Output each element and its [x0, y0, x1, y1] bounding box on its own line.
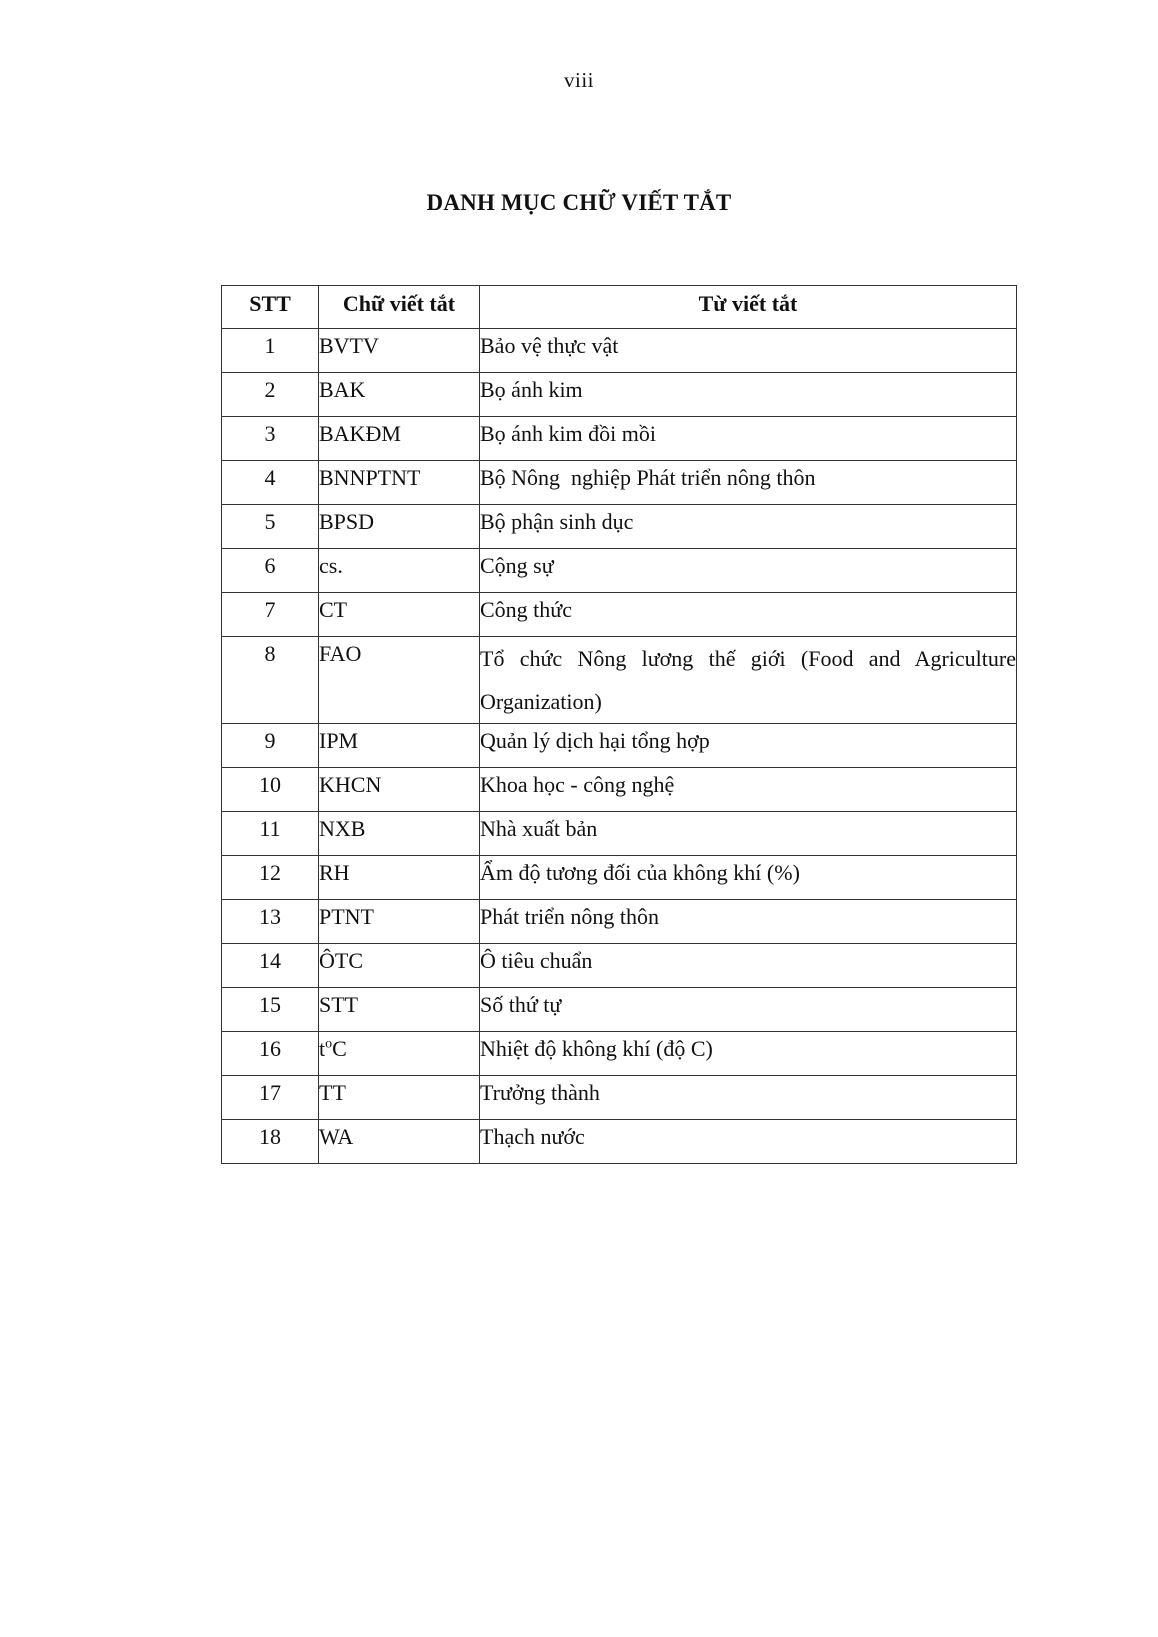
page-title: DANH MỤC CHỮ VIẾT TẮT — [426, 190, 732, 215]
table-row — [222, 812, 1017, 856]
row-full-term: Ẩm độ tương đối của không khí (%) — [480, 856, 1017, 900]
row-abbreviation: IPM — [319, 724, 480, 768]
row-abbreviation: CT — [319, 593, 480, 637]
row-abbreviation: TT — [319, 1076, 480, 1120]
row-number: 1 — [222, 329, 319, 373]
row-number: 11 — [222, 812, 319, 856]
header-stt: STT — [222, 286, 319, 329]
row-full-term: Ô tiêu chuẩn — [480, 944, 1017, 988]
row-full-term: Bọ ánh kim đồi mồi — [480, 417, 1017, 461]
row-number: 9 — [222, 724, 319, 768]
row-abbreviation — [319, 1032, 480, 1076]
table-row — [222, 900, 1017, 944]
table-row — [222, 768, 1017, 812]
table-row — [222, 1076, 1017, 1120]
abbr-tail: C — [332, 1036, 347, 1061]
row-abbreviation: PTNT — [319, 900, 480, 944]
row-abbreviation: BNNPTNT — [319, 461, 480, 505]
table-row — [222, 724, 1017, 768]
row-full-term: Thạch nước — [480, 1120, 1017, 1164]
row-number: 17 — [222, 1076, 319, 1120]
table-header-row — [222, 286, 1017, 329]
table-row — [222, 1120, 1017, 1164]
row-abbreviation: KHCN — [319, 768, 480, 812]
row-number: 14 — [222, 944, 319, 988]
row-abbreviation: NXB — [319, 812, 480, 856]
row-full-term: Tổ chức Nông lương thế giới (Food and Agriculture Organization) — [480, 637, 1017, 724]
row-full-term: Số thứ tự — [480, 988, 1017, 1032]
row-number: 5 — [222, 505, 319, 549]
row-full-term: Nhiệt độ không khí (độ C) — [480, 1032, 1017, 1076]
table-row — [222, 944, 1017, 988]
table-row — [222, 593, 1017, 637]
row-number: 16 — [222, 1032, 319, 1076]
row-full-term: Nhà xuất bản — [480, 812, 1017, 856]
table-row — [222, 505, 1017, 549]
row-full-term: Phát triển nông thôn — [480, 900, 1017, 944]
abbr-base: t — [319, 1036, 326, 1061]
row-abbreviation: WA — [319, 1120, 480, 1164]
row-abbreviation: cs. — [319, 549, 480, 593]
row-abbreviation: STT — [319, 988, 480, 1032]
row-full-term: Trưởng thành — [480, 1076, 1017, 1120]
abbreviation-table — [221, 285, 1017, 1164]
row-full-term: Bộ Nông nghiệp Phát triển nông thôn — [480, 461, 1017, 505]
row-number: 3 — [222, 417, 319, 461]
table-row — [222, 1032, 1017, 1076]
row-number: 13 — [222, 900, 319, 944]
row-full-term: Bộ phận sinh dục — [480, 505, 1017, 549]
row-number: 15 — [222, 988, 319, 1032]
abbr-superscript: o — [325, 1036, 333, 1052]
row-number: 4 — [222, 461, 319, 505]
row-abbreviation: RH — [319, 856, 480, 900]
table-row — [222, 373, 1017, 417]
table-row — [222, 549, 1017, 593]
table-row — [222, 856, 1017, 900]
row-full-term: Bọ ánh kim — [480, 373, 1017, 417]
table-row — [222, 417, 1017, 461]
table-row — [222, 329, 1017, 373]
row-full-term: Công thức — [480, 593, 1017, 637]
row-full-term: Khoa học - công nghệ — [480, 768, 1017, 812]
row-number: 10 — [222, 768, 319, 812]
row-full-term: Bảo vệ thực vật — [480, 329, 1017, 373]
row-abbreviation: ÔTC — [319, 944, 480, 988]
table-row — [222, 461, 1017, 505]
header-full-term: Từ viết tắt — [480, 286, 1017, 329]
row-full-term: Cộng sự — [480, 549, 1017, 593]
row-number: 2 — [222, 373, 319, 417]
table-row — [222, 637, 1017, 724]
row-abbreviation: BAKĐM — [319, 417, 480, 461]
header-abbreviation: Chữ viết tắt — [319, 286, 480, 329]
table-row — [222, 988, 1017, 1032]
row-number: 8 — [222, 637, 319, 724]
page-number: viii — [563, 68, 594, 92]
row-number: 12 — [222, 856, 319, 900]
row-abbreviation: BVTV — [319, 329, 480, 373]
row-full-term: Quản lý dịch hại tổng hợp — [480, 724, 1017, 768]
row-number: 7 — [222, 593, 319, 637]
row-abbreviation: BAK — [319, 373, 480, 417]
row-abbreviation: BPSD — [319, 505, 480, 549]
row-number: 6 — [222, 549, 319, 593]
row-number: 18 — [222, 1120, 319, 1164]
row-abbreviation: FAO — [319, 637, 480, 724]
